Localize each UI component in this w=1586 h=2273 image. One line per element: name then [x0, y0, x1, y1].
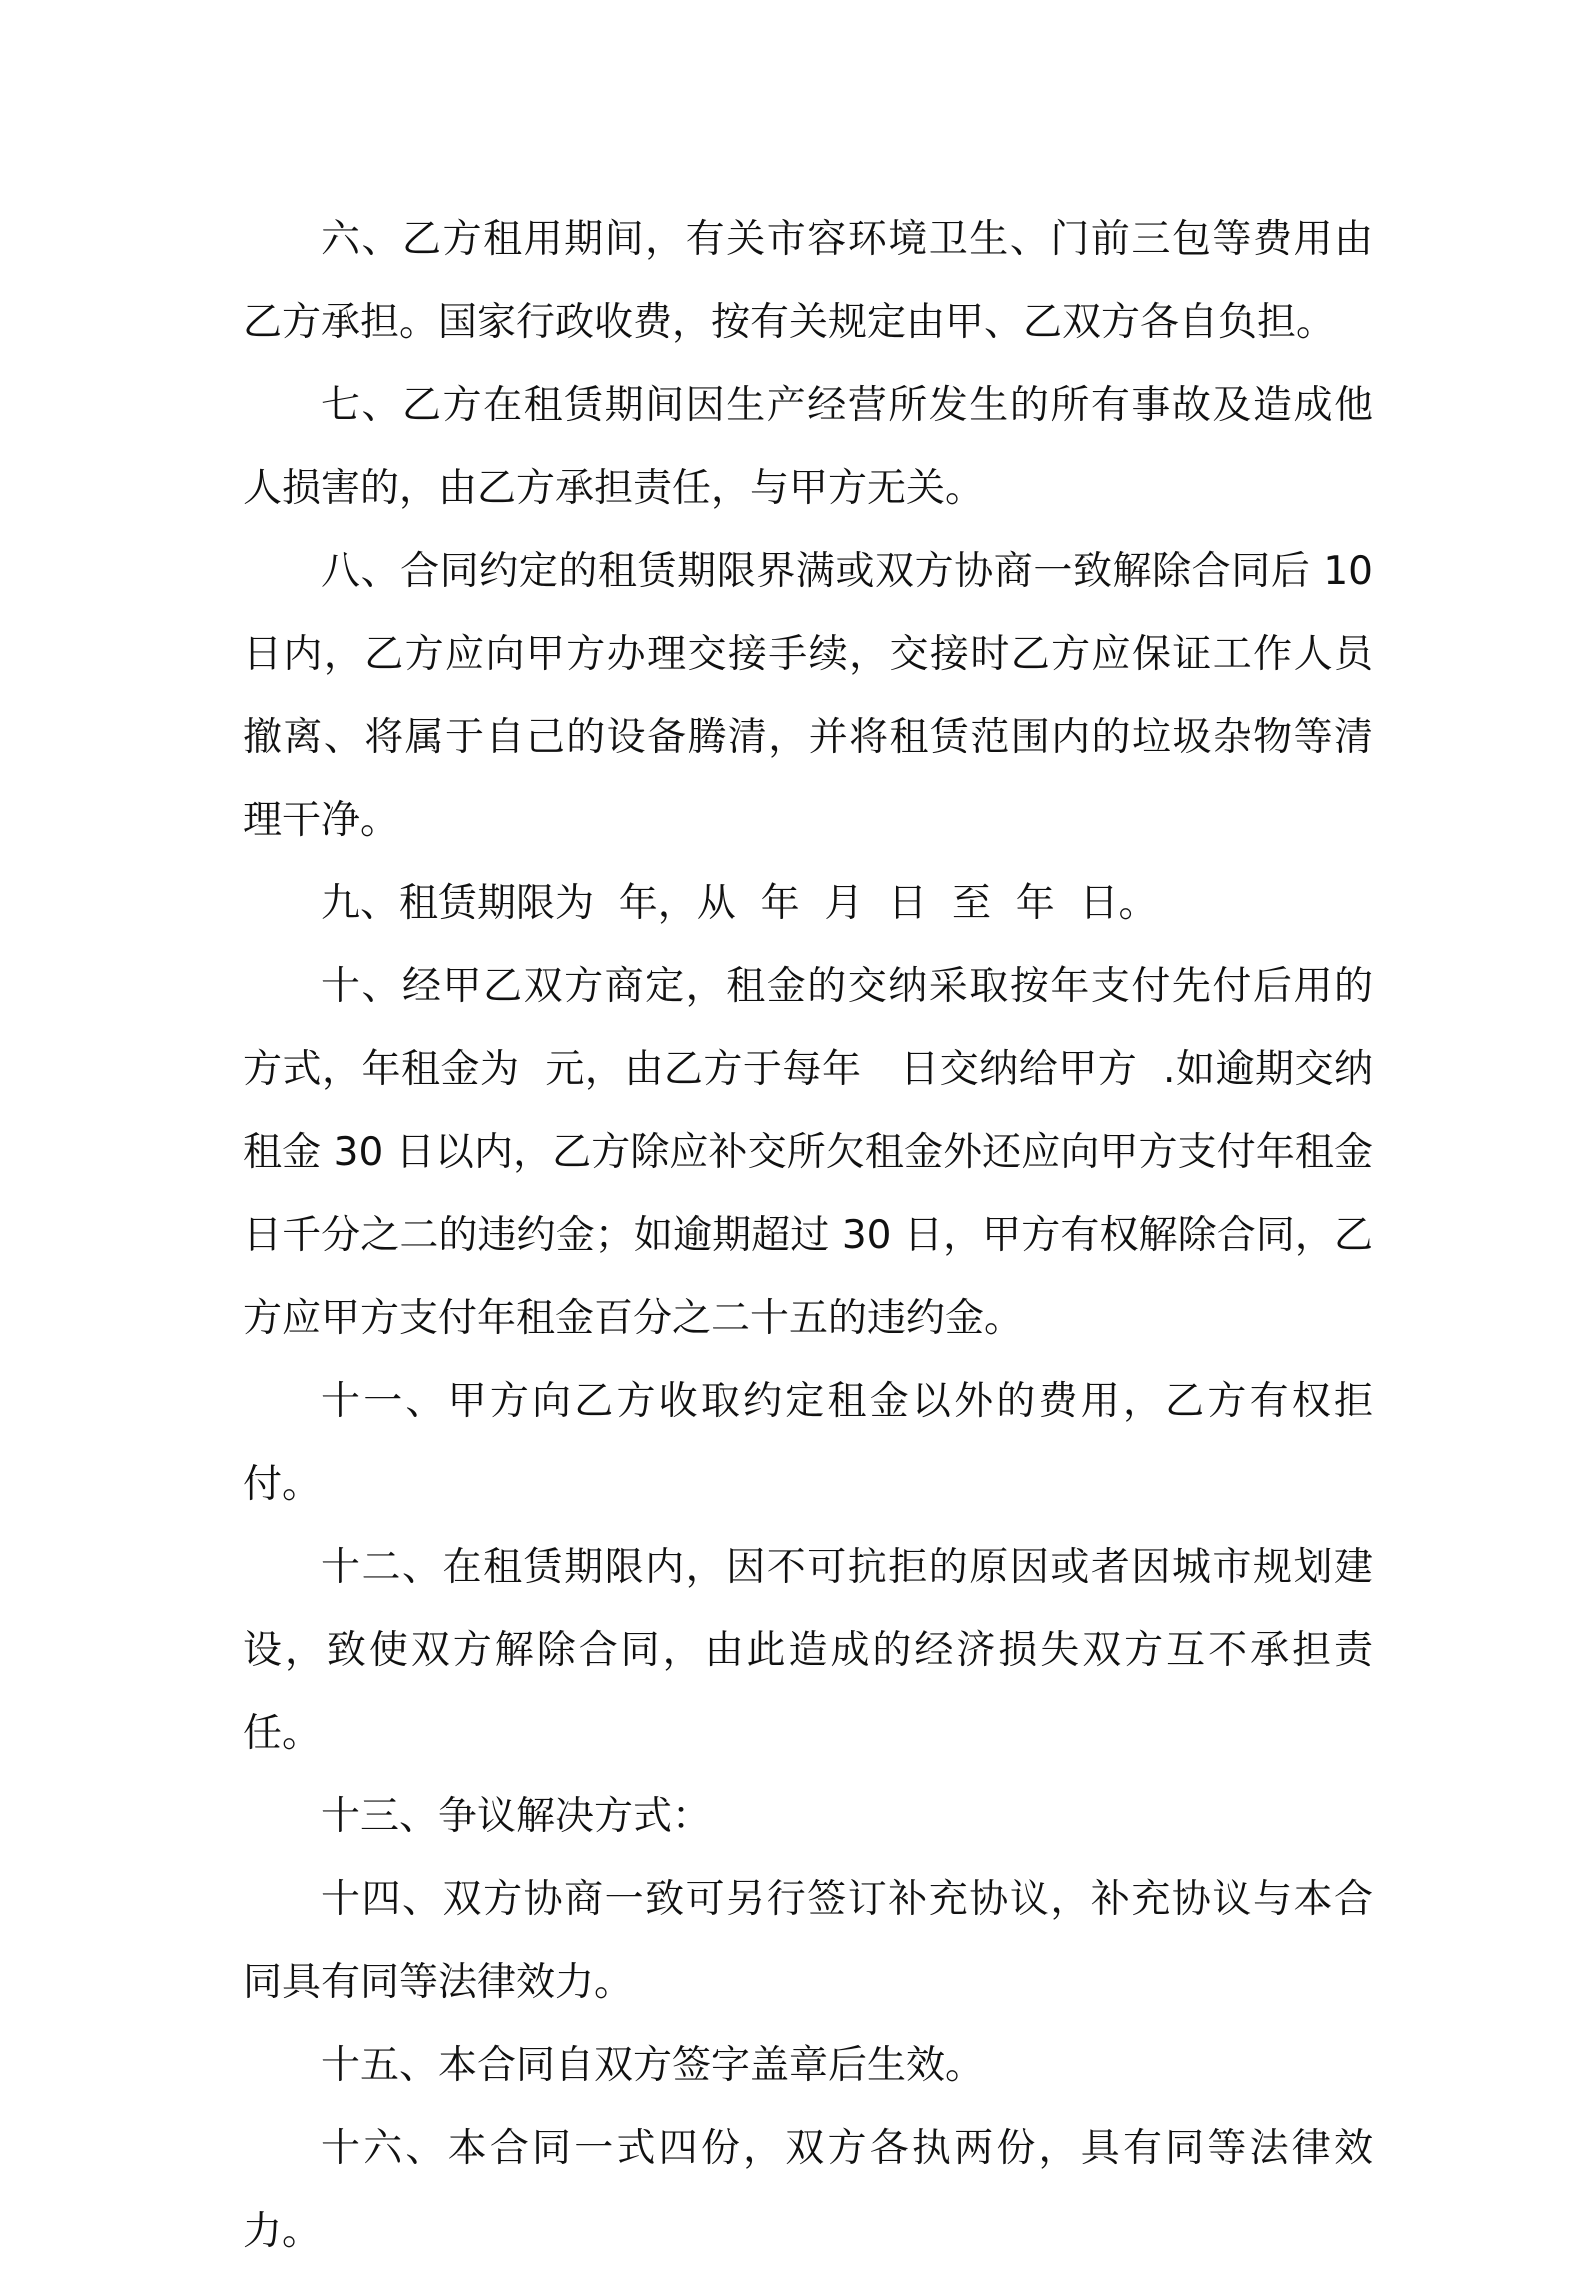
clause-12: 十二、在租赁期限内，因不可抗拒的原因或者因城市规划建设，致使双方解除合同，由此造成的经济损失双方互不承担责任。	[243, 1545, 1373, 1756]
clause-16: 十六、本合同一式四份，双方各执两份，具有同等法律效力。	[243, 2126, 1373, 2254]
clause-9: 九、租赁期限为 年，从 年 月 日 至 年 日。	[321, 881, 1158, 926]
clause-8: 八、合同约定的租赁期限界满或双方协商一致解除合同后 10 日内，乙方应向甲方办理交接手续，交接时乙方应保证工作人员撤离、将属于自己的设备腾清，并将租赁范围内的垃圾杂物等清理干净。	[243, 549, 1386, 843]
clause-6: 六、乙方租用期间，有关市容环境卫生、门前三包等费用由乙方承担。国家行政收费，按有关规定由甲、乙双方各自负担。	[243, 217, 1373, 345]
clause-13: 十三、争议解决方式：	[321, 1794, 712, 1839]
clause-14: 十四、双方协商一致可另行签订补充协议，补充协议与本合同具有同等法律效力。	[243, 1877, 1373, 2005]
clause-11: 十一、甲方向乙方收取约定租金以外的费用，乙方有权拒付。	[243, 1379, 1373, 1507]
clause-10: 十、经甲乙双方商定，租金的交纳采取按年支付先付后用的方式，年租金为 元，由乙方于每年 日交纳给甲方 .如逾期交纳租金 30 日以内，乙方除应补交所欠租金外还应向甲方支付年租金日千分之二的违约金；如逾期超过 30 日，甲方有权解除合同，乙方应甲方支付年租金百分之二十五的违约金。	[243, 964, 1373, 1341]
clause-15: 十五、本合同自双方签字盖章后生效。	[321, 2043, 985, 2088]
clause-7: 七、乙方在租赁期间因生产经营所发生的所有事故及造成他人损害的，由乙方承担责任，与甲方无关。	[243, 383, 1373, 511]
document-page	[243, 198, 1386, 2273]
